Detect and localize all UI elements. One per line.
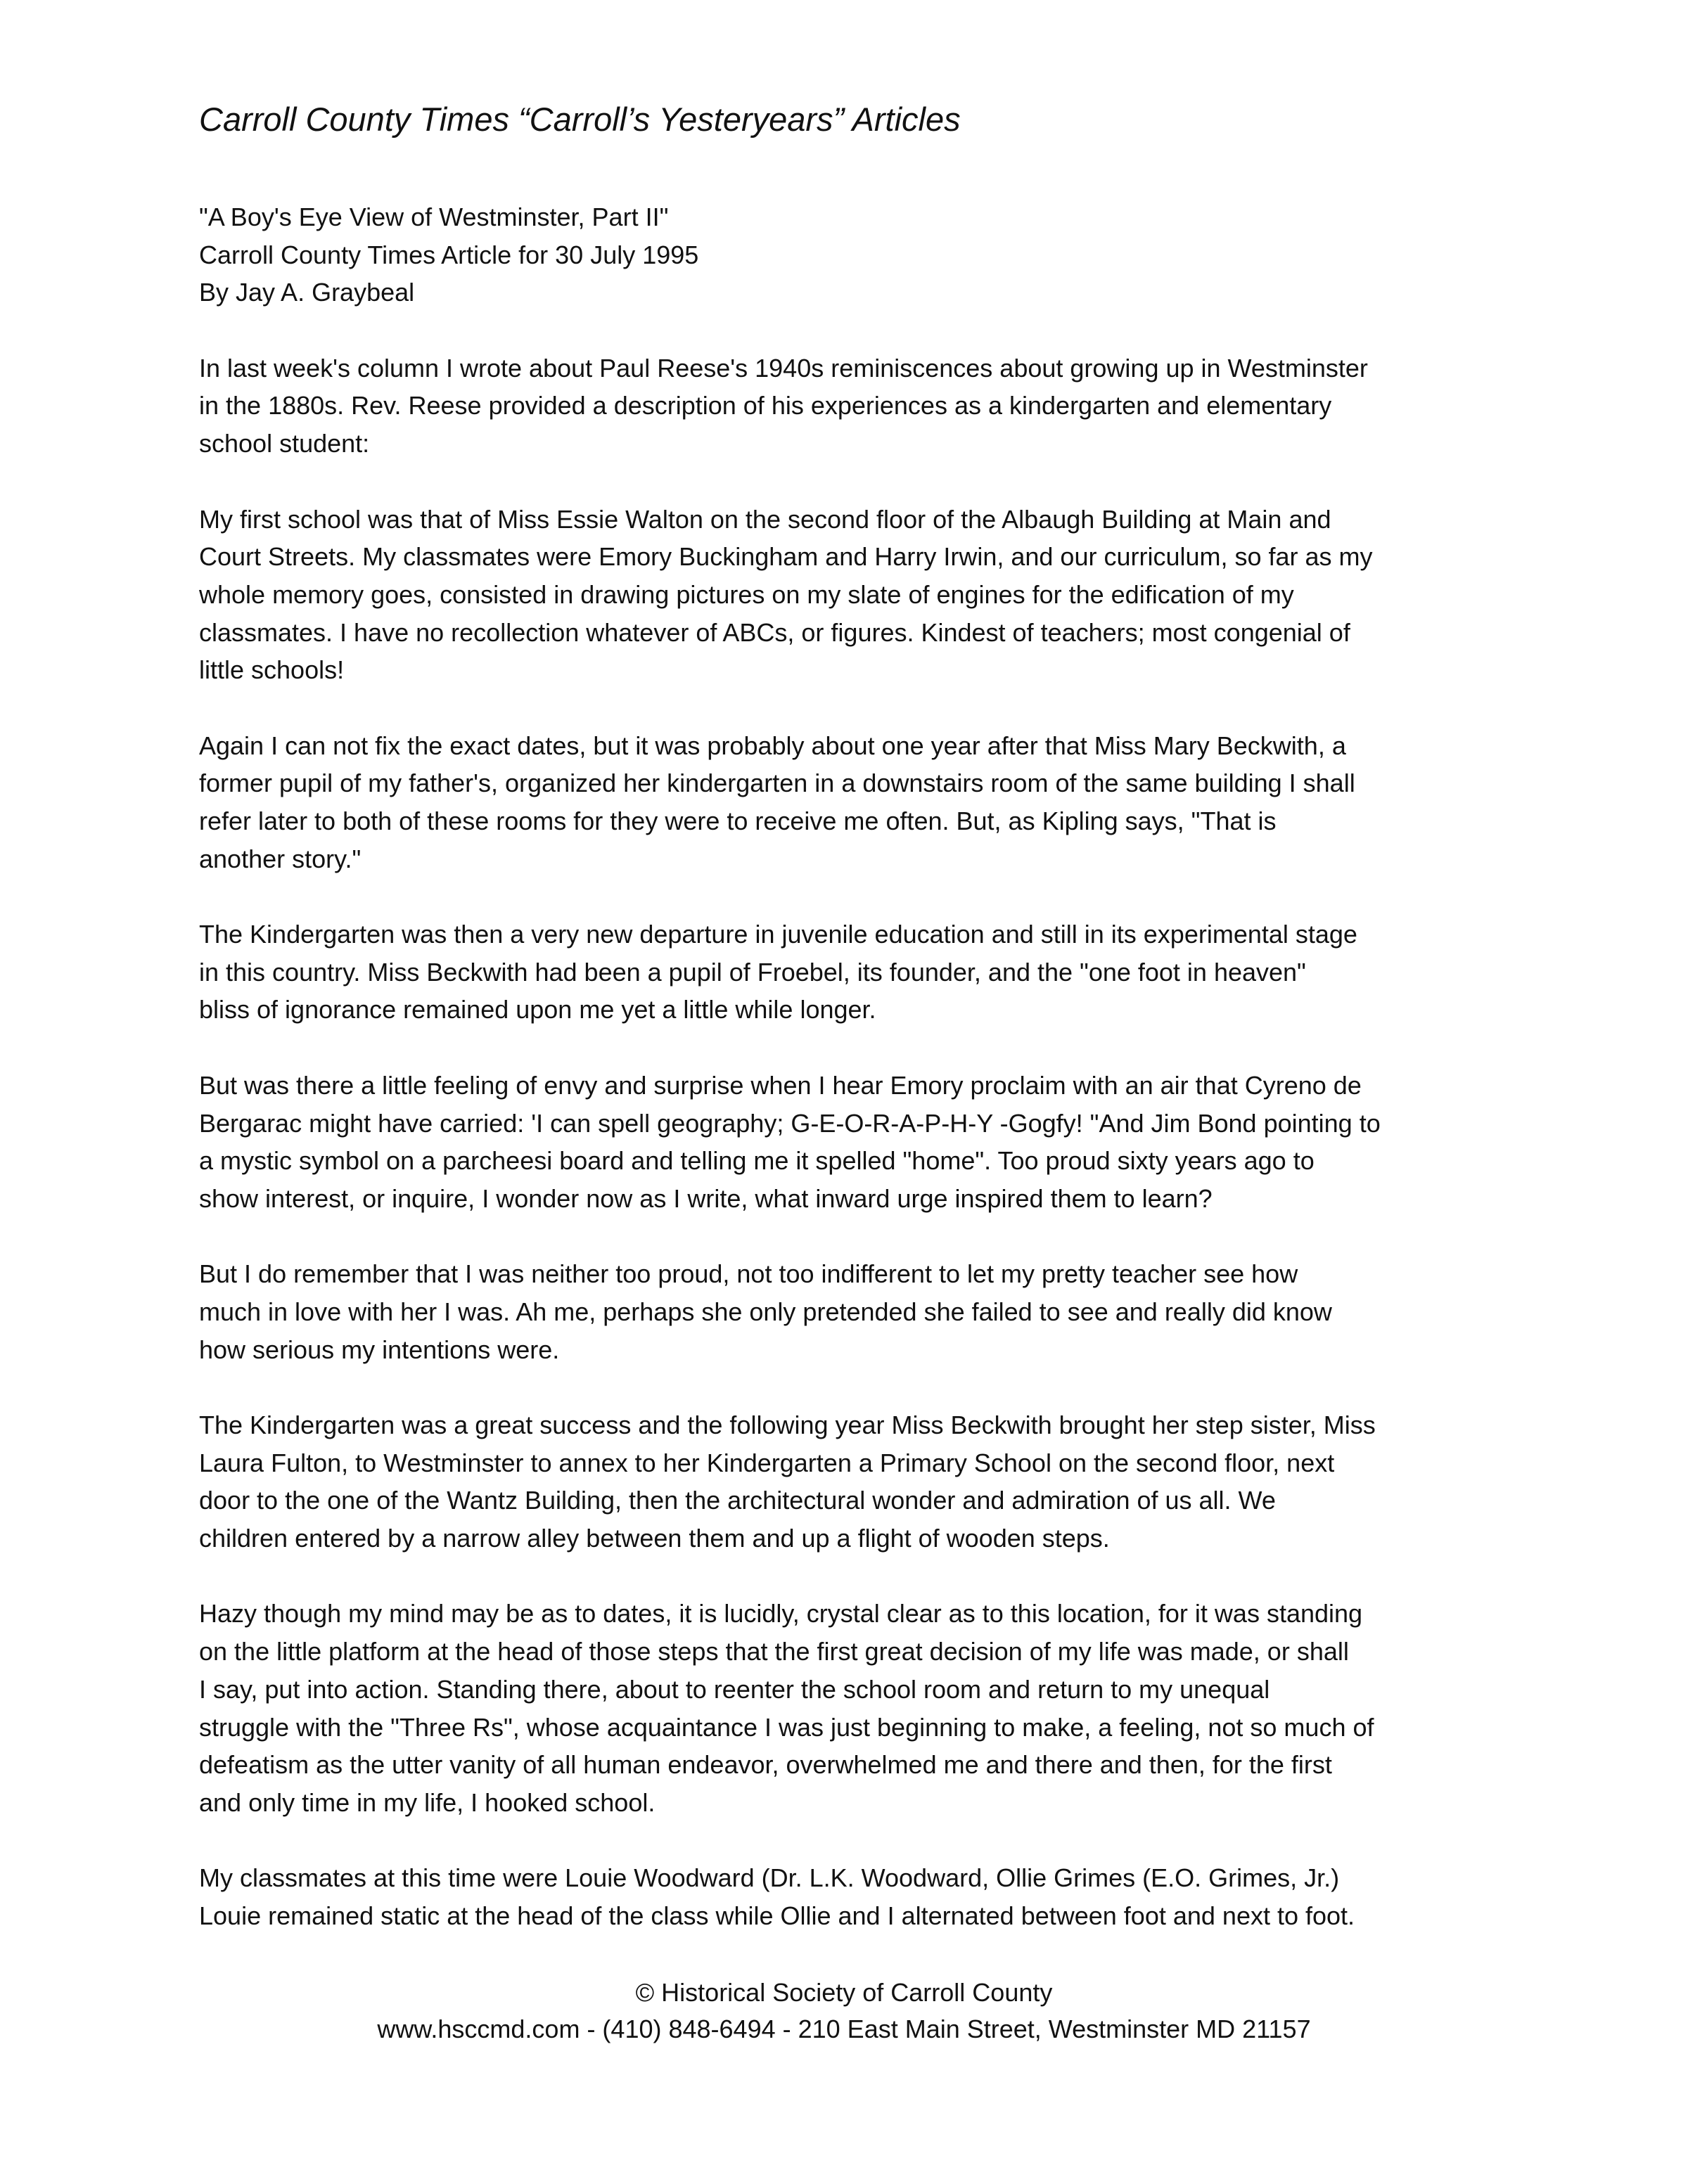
paragraph-line: defeatism as the utter vanity of all human endeavor, overwhelmed me and there and then, for the first bbox=[199, 1750, 1332, 1780]
footer-copyright: © Historical Society of Carroll County bbox=[635, 1978, 1053, 2007]
paragraph-line: school student: bbox=[199, 429, 370, 458]
article-paragraph bbox=[199, 916, 1381, 1029]
article-headline: "A Boy's Eye View of Westminster, Part II" bbox=[199, 203, 669, 231]
paragraph-spacer bbox=[199, 311, 1381, 349]
article-paragraph bbox=[199, 727, 1381, 878]
paragraph-line: Again I can not fix the exact dates, but it was probably about one year after that Miss Mary Beckwith, a bbox=[199, 731, 1346, 760]
paragraph-line: a mystic symbol on a parcheesi board and telling me it spelled "home". Too proud sixty years ago to bbox=[199, 1146, 1315, 1176]
article-body bbox=[199, 198, 1381, 1935]
paragraph-line: much in love with her I was. Ah me, perhaps she only pretended she failed to see and really did know bbox=[199, 1297, 1332, 1326]
paragraph-line: Bergarac might have carried: 'I can spell geography; G-E-O-R-A-P-H-Y -Gogfy! "And Jim Bond pointing to bbox=[199, 1108, 1381, 1138]
paragraph-line: little schools! bbox=[199, 655, 345, 685]
paragraph-line: My first school was that of Miss Essie Walton on the second floor of the Albaugh Building at Main and bbox=[199, 504, 1331, 534]
paragraph-line: refer later to both of these rooms for they were to receive me often. But, as Kipling says, "That is bbox=[199, 807, 1277, 835]
paragraph-spacer bbox=[199, 1029, 1381, 1067]
paragraph-line: My classmates at this time were Louie Woodward (Dr. L.K. Woodward, Ollie Grimes (E.O. Grimes, Jr.) bbox=[199, 1863, 1340, 1893]
article-paragraph bbox=[199, 1255, 1381, 1368]
paragraph-line: Laura Fulton, to Westminster to annex to her Kindergarten a Primary School on the second floor, next bbox=[199, 1448, 1335, 1477]
paragraph-spacer bbox=[199, 878, 1381, 916]
paragraph-line: in this country. Miss Beckwith had been a pupil of Froebel, its founder, and the "one foot in heaven" bbox=[199, 957, 1306, 987]
paragraph-line: former pupil of my father's, organized her kindergarten in a downstairs room of the same building I shall bbox=[199, 769, 1355, 798]
paragraph-line: bliss of ignorance remained upon me yet a little while longer. bbox=[199, 995, 876, 1024]
page-title: Carroll County Times “Carroll’s Yesteryears” Articles bbox=[199, 101, 961, 138]
paragraph-line: But was there a little feeling of envy and surprise when I hear Emory proclaim with an air that Cyreno de bbox=[199, 1070, 1362, 1100]
paragraph-spacer bbox=[199, 1822, 1381, 1860]
footer-contact: www.hsccmd.com - (410) 848-6494 - 210 East Main Street, Westminster MD 21157 bbox=[377, 2015, 1311, 2043]
paragraph-line: I say, put into action. Standing there, about to reenter the school room and return to my unequal bbox=[199, 1674, 1270, 1704]
paragraph-line: Louie remained static at the head of the class while Ollie and I alternated between foot and next to foot. bbox=[199, 1901, 1355, 1930]
paragraph-line: door to the one of the Wantz Building, then the architectural wonder and admiration of us all. We bbox=[199, 1486, 1276, 1515]
paragraph-line: another story." bbox=[199, 844, 362, 873]
article-paragraph bbox=[199, 1595, 1381, 1821]
paragraph-line: The Kindergarten was then a very new departure in juvenile education and still in its experimental stage bbox=[199, 920, 1357, 949]
article-paragraph bbox=[199, 1406, 1381, 1557]
paragraph-spacer bbox=[199, 463, 1381, 501]
article-byline: By Jay A. Graybeal bbox=[199, 278, 415, 307]
paragraph-line: how serious my intentions were. bbox=[199, 1335, 560, 1364]
paragraph-spacer bbox=[199, 1218, 1381, 1256]
paragraph-spacer bbox=[199, 689, 1381, 727]
paragraph-spacer bbox=[199, 1368, 1381, 1406]
paragraph-line: classmates. I have no recollection whatever of ABCs, or figures. Kindest of teachers; most congenial of bbox=[199, 617, 1350, 647]
paragraph-line: Court Streets. My classmates were Emory Buckingham and Harry Irwin, and our curriculum, so far as my bbox=[199, 542, 1373, 572]
paragraph-line: children entered by a narrow alley between them and up a flight of wooden steps. bbox=[199, 1524, 1110, 1553]
paragraph-line: and only time in my life, I hooked school. bbox=[199, 1787, 656, 1817]
article-paragraph bbox=[199, 501, 1381, 689]
paragraph-line: The Kindergarten was a great success and the following year Miss Beckwith brought her step sister, Miss bbox=[199, 1411, 1376, 1439]
page-footer bbox=[0, 1974, 1688, 2048]
paragraph-line: in the 1880s. Rev. Reese provided a description of his experiences as a kindergarten and elementary bbox=[199, 391, 1332, 420]
paragraph-spacer bbox=[199, 1557, 1381, 1595]
article-paragraph bbox=[199, 1067, 1381, 1218]
paragraph-line: But I do remember that I was neither too proud, not too indifferent to let my pretty teacher see how bbox=[199, 1259, 1298, 1289]
article-paragraph bbox=[199, 349, 1381, 463]
article-publication: Carroll County Times Article for 30 July 1995 bbox=[199, 240, 699, 269]
paragraph-line: Hazy though my mind may be as to dates, it is lucidly, crystal clear as to this location, for it was standing bbox=[199, 1599, 1363, 1629]
article-paragraph bbox=[199, 1859, 1381, 1934]
paragraph-line: whole memory goes, consisted in drawing pictures on my slate of engines for the edification of my bbox=[199, 579, 1294, 609]
paragraph-line: show interest, or inquire, I wonder now as I write, what inward urge inspired them to learn? bbox=[199, 1183, 1213, 1213]
paragraph-line: struggle with the "Three Rs", whose acquaintance I was just beginning to make, a feeling, not so much of bbox=[199, 1712, 1374, 1742]
paragraph-line: In last week's column I wrote about Paul Reese's 1940s reminiscences about growing up in Westminster bbox=[199, 353, 1368, 383]
article-header bbox=[199, 198, 1381, 311]
paragraph-line: on the little platform at the head of those steps that the first great decision of my life was made, or shall bbox=[199, 1637, 1349, 1666]
